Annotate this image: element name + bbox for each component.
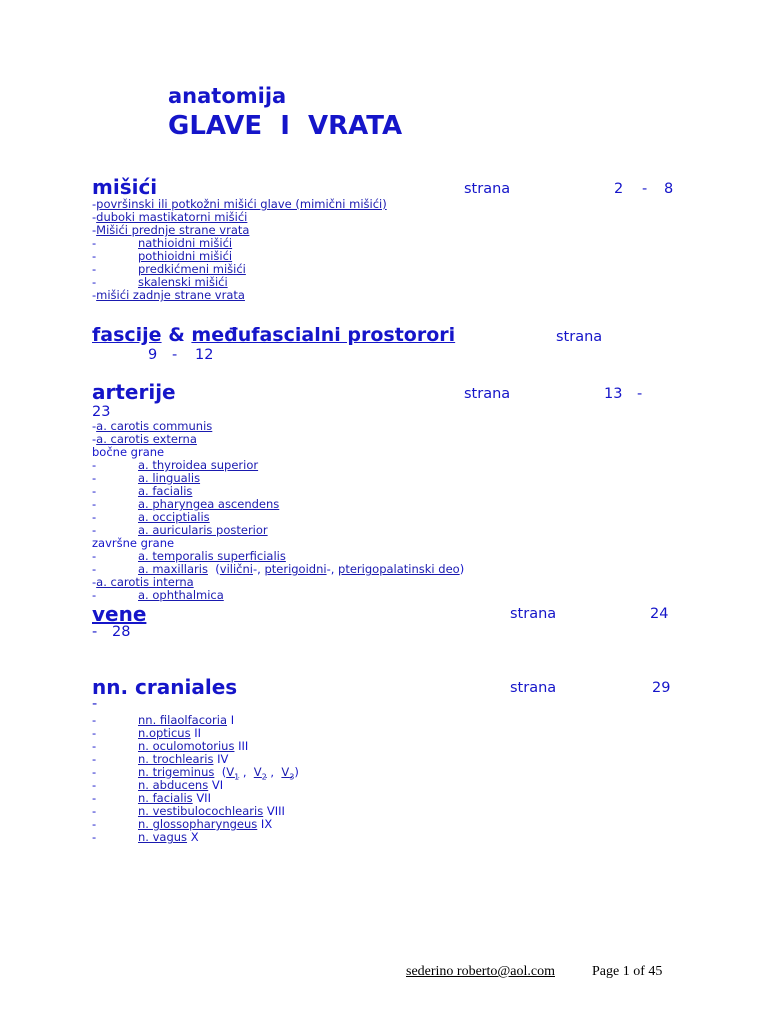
list-item: -a. carotis communis (92, 419, 213, 433)
list-item: - a. pharyngea ascendens (92, 497, 280, 511)
list-item: -površinski ili potkožni mišići glave (mimični mišići) (92, 197, 387, 211)
list-item: - n. glossopharyngeus IX (92, 817, 273, 831)
misici-link-prednje[interactable]: Mišići prednje strane vrata (96, 223, 250, 237)
list-item: - n. trigeminus ($V_1$ , $V_2$ , $V_3$) (92, 766, 96, 779)
list-item: - predkićmeni mišići (92, 262, 246, 276)
carotis-externa-link[interactable]: a. carotis externa (96, 432, 197, 446)
nerve-link-X[interactable]: n. vagus (138, 830, 188, 844)
list-item: -a. carotis externa (92, 432, 197, 446)
nerve-link-IX[interactable]: n. glossopharyngeus (138, 817, 258, 831)
list-item: - n.opticus II (92, 726, 202, 740)
fascije-heading (92, 324, 455, 346)
misici-range-dash: - (642, 181, 648, 197)
arterije-range-to: 23 (92, 404, 111, 420)
trigeminus-line: n. trigeminus ($V_1$ , $V_2$ , $V_3$) (138, 765, 299, 782)
occiptialis-link[interactable]: a. occiptialis (138, 510, 210, 524)
facialis-artery-link[interactable]: a. facialis (138, 484, 193, 498)
nerve-link-I[interactable]: nn. filaolfacoria (138, 713, 228, 727)
list-item: - n. vagus X (92, 830, 199, 844)
misici-heading: mišići (92, 175, 158, 199)
nerve-link-III[interactable]: n. oculomotorius (138, 739, 235, 753)
auricularis-link[interactable]: a. auricularis posterior (138, 523, 268, 537)
list-item: - nathioidni mišići (92, 236, 233, 250)
fascije-strana: strana (556, 329, 603, 345)
list-item: - a. thyroidea superior (92, 458, 259, 472)
v3-link[interactable]: $V_3$ (281, 765, 295, 782)
vene-range-from: 24 (650, 606, 669, 622)
nerve-link-II[interactable]: n.opticus (138, 726, 191, 740)
misici-link-povrsinski[interactable]: površinski ili potkožni mišići glave (mimični mišići) (96, 197, 387, 211)
list-item: -duboki mastikatorni mišići (92, 210, 248, 224)
misici-link-skalenski[interactable]: skalenski mišići (138, 275, 228, 289)
thyroidea-link[interactable]: a. thyroidea superior (138, 458, 259, 472)
maxillaris-line: a. maxillaris (vilični-, pterigoidni-, pterigopalatinski deo) (138, 562, 465, 576)
list-item: - a. occiptialis (92, 510, 210, 524)
arterije-heading: arterije (92, 380, 176, 404)
footer-email[interactable]: sederino roberto@aol.com (406, 964, 555, 979)
carotis-communis-link[interactable]: a. carotis communis (96, 419, 213, 433)
v2-link[interactable]: $V_2$ (253, 765, 267, 782)
nerve-link-V[interactable]: n. trigeminus (138, 765, 215, 779)
vene-range-to: 28 (112, 624, 131, 640)
nerve-link-VI[interactable]: n. abducens (138, 778, 209, 792)
list-item: - a. facialis (92, 484, 193, 498)
vene-link[interactable]: vene (92, 602, 147, 626)
list-item: - n. trochlearis IV (92, 752, 229, 766)
list-item: -mišići zadnje strane vrata (92, 288, 245, 302)
nerve-link-VIII[interactable]: n. vestibulocochlearis (138, 804, 264, 818)
pterigoidni-link[interactable]: pterigoidni (264, 562, 327, 576)
list-item: - n. facialis VII (92, 791, 211, 805)
list-item: - n. abducens VI (92, 778, 224, 792)
carotis-interna-link[interactable]: a. carotis interna (96, 575, 194, 589)
list-item: - a. ophthalmica (92, 588, 224, 602)
nn-craniales-range-dash: - (92, 696, 98, 712)
misici-link-predkicmeni[interactable]: predkićmeni mišići (138, 262, 246, 276)
fascije-range-from: 9 (148, 347, 158, 363)
misici-link-pothioidni[interactable]: pothioidni mišići (138, 249, 233, 263)
list-item: - a. temporalis superficialis (92, 549, 286, 563)
nn-craniales-strana: strana (510, 680, 557, 696)
list-item: - n. vestibulocochlearis VIII (92, 804, 285, 818)
misici-link-duboki[interactable]: duboki mastikatorni mišići (96, 210, 248, 224)
title-line-1: anatomija (168, 84, 287, 108)
list-item: - skalenski mišići (92, 275, 228, 289)
list-item: -Mišići prednje strane vrata (92, 223, 250, 237)
arterije-range-from: 13 (604, 386, 623, 402)
zavrsne-grane-label: završne grane (92, 536, 175, 550)
list-item: - a. lingualis (92, 471, 201, 485)
bocne-grane-label: bočne grane (92, 445, 165, 459)
v1-link[interactable]: $V_1$ (226, 765, 240, 782)
temporalis-link[interactable]: a. temporalis superficialis (138, 549, 286, 563)
misici-range-from: 2 (614, 181, 624, 197)
fascije-range-to: 12 (195, 347, 214, 363)
footer-page-number: Page 1 of 45 (592, 964, 663, 979)
misici-range-to: 8 (664, 181, 674, 197)
vene-strana: strana (510, 606, 557, 622)
list-item: - a. auricularis posterior (92, 523, 268, 537)
fascije-link[interactable]: fascije (92, 324, 162, 346)
nerve-link-IV[interactable]: n. trochlearis (138, 752, 214, 766)
misici-link-zadnje[interactable]: mišići zadnje strane vrata (96, 288, 245, 302)
pterigopalatinski-link[interactable]: pterigopalatinski deo (338, 562, 460, 576)
list-item: - n. oculomotorius III (92, 739, 249, 753)
misici-link-nathioidni[interactable]: nathioidni mišići (138, 236, 233, 250)
lingualis-link[interactable]: a. lingualis (138, 471, 201, 485)
fascije-amp: & (168, 324, 185, 346)
vene-heading (92, 602, 146, 626)
nn-craniales-range-from: 29 (652, 680, 671, 696)
list-item: -a. carotis interna (92, 575, 194, 589)
misici-strana: strana (464, 181, 511, 197)
fascije-range-dash: - (172, 347, 178, 363)
nn-craniales-heading: nn. craniales (92, 675, 238, 699)
list-item: - a. maxillaris (vilični-, pterigoidni-, pterigopalatinski deo) (92, 562, 465, 576)
medufascialni-link[interactable]: međufascialni prostorori (191, 324, 456, 346)
arterije-strana: strana (464, 386, 511, 402)
title-line-2: GLAVE I VRATA (168, 111, 403, 141)
ophthalmica-link[interactable]: a. ophthalmica (138, 588, 224, 602)
vilicni-link[interactable]: vilični (219, 562, 253, 576)
maxillaris-link[interactable]: a. maxillaris (138, 562, 208, 576)
list-item: - nn. filaolfacoria I (92, 713, 235, 727)
vene-range-dash: - (92, 624, 98, 640)
arterije-range-dash: - (637, 386, 643, 402)
pharyngea-link[interactable]: a. pharyngea ascendens (138, 497, 280, 511)
list-item: - pothioidni mišići (92, 249, 233, 263)
nerve-link-VII[interactable]: n. facialis (138, 791, 193, 805)
